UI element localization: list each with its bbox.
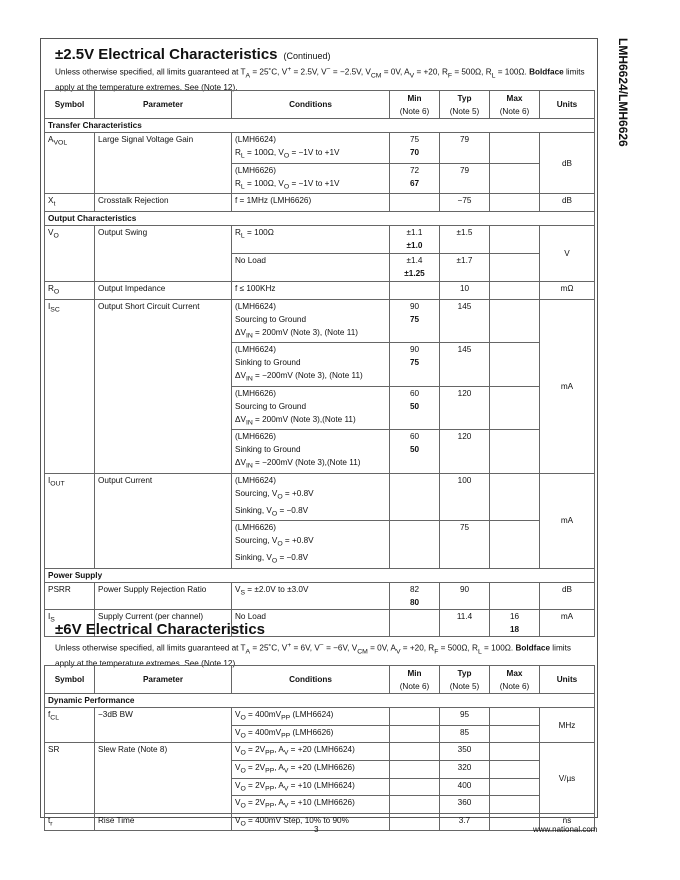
footer-url[interactable]: www.national.com: [533, 825, 598, 834]
min-cell: 90 75: [390, 299, 440, 343]
section-heading: Dynamic Performance: [45, 694, 595, 708]
max-cell: [490, 813, 540, 831]
parameter-cell: Supply Current (per channel): [95, 609, 232, 636]
section1-intro: Unless otherwise specified, all limits guaranteed at $T_A$ = 25˚C, V+ = 2.5V, V− = −2.5V, $V_{CM} = 0V$, $A_V = +20$, $R_F = 500\Omega$, $R_L = 100\Omega$. Boldface limits apply at the temperature extremes. See (Note 12).: [55, 66, 585, 93]
min-cell: 60 50: [390, 430, 440, 474]
units-cell: dB: [540, 194, 595, 212]
symbol-cell: $V_O$: [45, 225, 95, 281]
parameter-cell: Output Short Circuit Current: [95, 299, 232, 474]
typ-cell: 85: [440, 725, 490, 743]
typ-cell: 360: [440, 796, 490, 814]
units-cell: MHz: [540, 708, 595, 743]
conditions-cell: f = 1MHz (LMH6626): [232, 194, 390, 212]
conditions-cell: No Load: [232, 609, 390, 636]
section2-intro: Unless otherwise specified, all limits guaranteed at $T_A$ = 25˚C, V+ = 6V, V− = −6V, $V_{CM} = 0V$, $A_V = +20$, $R_F = 500\Omega$, $R_L = 100\Omega$. Boldface limits apply at the temperature extremes. See (Note 12).: [55, 642, 571, 669]
conditions-cell: $V_S = \pm 2.0V$ to ±3.0V: [232, 582, 390, 609]
conditions-cell: $V_O = 2V_{PP}$, $A_V = +20$ (LMH6624): [232, 743, 390, 761]
conditions-cell: f ≤ 100KHz: [232, 281, 390, 299]
parameter-cell: −3dB BW: [95, 708, 232, 743]
table-2v5: [44, 90, 595, 637]
min-cell: ±1.4 ±1.25: [390, 253, 440, 281]
max-cell: [490, 708, 540, 726]
typ-cell: 100: [440, 474, 490, 521]
min-cell: [390, 281, 440, 299]
typ-cell: 120: [440, 386, 490, 430]
min-cell: [390, 474, 440, 521]
col-min: Min (Note 6): [390, 666, 440, 694]
conditions-cell: (LMH6624) Sourcing, $V_O = +0.8V$ Sinking, $V_O = -0.8V$: [232, 474, 390, 521]
conditions-cell: (LMH6626) Sinking to Ground $\Delta V_{IN} = -200mV$ (Note 3),(Note 11): [232, 430, 390, 474]
max-cell: [490, 281, 540, 299]
col-typ: Typ (Note 5): [440, 91, 490, 119]
col-symbol: Symbol: [45, 91, 95, 119]
typ-cell: 3.7: [440, 813, 490, 831]
max-cell: 16 18: [490, 609, 540, 636]
max-cell: [490, 760, 540, 778]
max-cell: [490, 225, 540, 253]
units-cell: V: [540, 225, 595, 281]
col-parameter: Parameter: [95, 91, 232, 119]
col-symbol: Symbol: [45, 666, 95, 694]
conditions-cell: $R_L = 100\Omega$: [232, 225, 390, 253]
symbol-cell: $I_{SC}$: [45, 299, 95, 474]
typ-cell: −75: [440, 194, 490, 212]
typ-cell: 11.4: [440, 609, 490, 636]
col-conditions: Conditions: [232, 666, 390, 694]
table-6v: [44, 665, 595, 831]
units-cell: ns: [540, 813, 595, 831]
parameter-cell: Output Current: [95, 474, 232, 569]
units-cell: mΩ: [540, 281, 595, 299]
conditions-cell: (LMH6626) Sourcing to Ground $\Delta V_{IN} = 200mV$ (Note 3),(Note 11): [232, 386, 390, 430]
max-cell: [490, 299, 540, 343]
conditions-cell: $V_O = 400mV_{PP}$ (LMH6624): [232, 708, 390, 726]
section2-title: ±6V Electrical Characteristics: [55, 621, 266, 638]
units-cell: dB: [540, 582, 595, 609]
max-cell: [490, 194, 540, 212]
min-cell: ±1.1 ±1.0: [390, 225, 440, 253]
min-cell: [390, 708, 440, 726]
symbol-cell: PSRR: [45, 582, 95, 609]
typ-cell: 320: [440, 760, 490, 778]
min-cell: [390, 743, 440, 761]
symbol-cell: SR: [45, 743, 95, 814]
conditions-cell: $V_O = 2V_{PP}$, $A_V = +20$ (LMH6626): [232, 760, 390, 778]
parameter-cell: Rise Time: [95, 813, 232, 831]
max-cell: [490, 474, 540, 521]
symbol-cell: $A_{VOL}$: [45, 133, 95, 194]
symbol-cell: $I_S$: [45, 609, 95, 636]
section1-title: ±2.5V Electrical Characteristics (Continued): [55, 46, 331, 63]
section-heading: Output Characteristics: [45, 211, 595, 225]
min-cell: [390, 725, 440, 743]
conditions-cell: (LMH6624) Sourcing to Ground $\Delta V_{IN} = 200mV$ (Note 3), (Note 11): [232, 299, 390, 343]
col-units: Units: [540, 666, 595, 694]
max-cell: [490, 253, 540, 281]
symbol-cell: $f_{CL}$: [45, 708, 95, 743]
col-parameter: Parameter: [95, 666, 232, 694]
min-cell: [390, 194, 440, 212]
typ-cell: 350: [440, 743, 490, 761]
typ-cell: 10: [440, 281, 490, 299]
max-cell: [490, 430, 540, 474]
max-cell: [490, 521, 540, 568]
typ-cell: ±1.7: [440, 253, 490, 281]
conditions-cell: (LMH6626) $R_L = 100\Omega$, $V_O = -1V$ to +1V: [232, 163, 390, 194]
page-number: 3: [314, 825, 319, 834]
units-cell: mA: [540, 474, 595, 569]
typ-cell: 75: [440, 521, 490, 568]
max-cell: [490, 163, 540, 194]
min-cell: [390, 521, 440, 568]
section-heading: Transfer Characteristics: [45, 119, 595, 133]
parameter-cell: Large Signal Voltage Gain: [95, 133, 232, 194]
min-cell: 90 75: [390, 343, 440, 387]
max-cell: [490, 386, 540, 430]
max-cell: [490, 725, 540, 743]
conditions-cell: $V_O = 400mV$ Step, 10% to 90%: [232, 813, 390, 831]
col-max: Max (Note 6): [490, 666, 540, 694]
min-cell: [390, 796, 440, 814]
min-cell: 72 67: [390, 163, 440, 194]
typ-cell: 400: [440, 778, 490, 796]
typ-cell: 79: [440, 163, 490, 194]
parameter-cell: Output Impedance: [95, 281, 232, 299]
typ-cell: 90: [440, 582, 490, 609]
typ-cell: 145: [440, 343, 490, 387]
max-cell: [490, 133, 540, 164]
symbol-cell: $X_t$: [45, 194, 95, 212]
units-cell: V/µs: [540, 743, 595, 814]
max-cell: [490, 778, 540, 796]
conditions-cell: No Load: [232, 253, 390, 281]
typ-cell: 145: [440, 299, 490, 343]
col-conditions: Conditions: [232, 91, 390, 119]
col-units: Units: [540, 91, 595, 119]
parameter-cell: Crosstalk Rejection: [95, 194, 232, 212]
symbol-cell: $I_{OUT}$: [45, 474, 95, 569]
typ-cell: ±1.5: [440, 225, 490, 253]
min-cell: [390, 609, 440, 636]
conditions-cell: $V_O = 400mV_{PP}$ (LMH6626): [232, 725, 390, 743]
typ-cell: 79: [440, 133, 490, 164]
symbol-cell: $R_O$: [45, 281, 95, 299]
min-cell: 75 70: [390, 133, 440, 164]
min-cell: [390, 778, 440, 796]
col-min: Min (Note 6): [390, 91, 440, 119]
min-cell: [390, 760, 440, 778]
conditions-cell: (LMH6624) Sinking to Ground $\Delta V_{IN} = -200mV$ (Note 3), (Note 11): [232, 343, 390, 387]
symbol-cell: $t_r$: [45, 813, 95, 831]
max-cell: [490, 582, 540, 609]
min-cell: [390, 813, 440, 831]
typ-cell: 95: [440, 708, 490, 726]
parameter-cell: Output Swing: [95, 225, 232, 281]
conditions-cell: (LMH6624) $R_L = 100\Omega$, $V_O = -1V$ to +1V: [232, 133, 390, 164]
min-cell: 82 80: [390, 582, 440, 609]
typ-cell: 120: [440, 430, 490, 474]
col-typ: Typ (Note 5): [440, 666, 490, 694]
max-cell: [490, 796, 540, 814]
units-cell: mA: [540, 609, 595, 636]
conditions-cell: (LMH6626) Sourcing, $V_O = +0.8V$ Sinking, $V_O = -0.8V$: [232, 521, 390, 568]
units-cell: mA: [540, 299, 595, 474]
max-cell: [490, 743, 540, 761]
units-cell: dB: [540, 133, 595, 194]
col-max: Max (Note 6): [490, 91, 540, 119]
conditions-cell: $V_O = 2V_{PP}$, $A_V = +10$ (LMH6624): [232, 778, 390, 796]
parameter-cell: Power Supply Rejection Ratio: [95, 582, 232, 609]
max-cell: [490, 343, 540, 387]
conditions-cell: $V_O = 2V_{PP}$, $A_V = +10$ (LMH6626): [232, 796, 390, 814]
side-title: LMH6624/LMH6626: [616, 38, 630, 147]
section-heading: Power Supply: [45, 568, 595, 582]
parameter-cell: Slew Rate (Note 8): [95, 743, 232, 814]
min-cell: 60 50: [390, 386, 440, 430]
